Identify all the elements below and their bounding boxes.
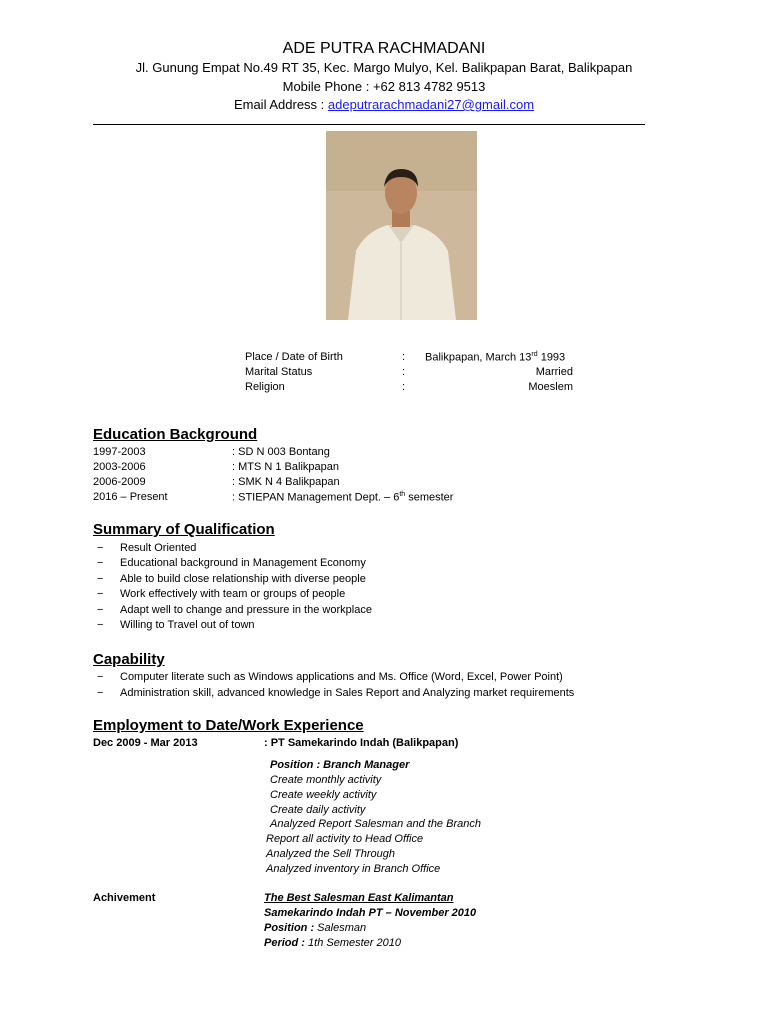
achievement-label: Achivement [93,892,156,904]
resume-name: ADE PUTRA RACHMADANI [282,40,486,57]
duty-item: Analyzed inventory in Branch Office [266,863,441,875]
personal-label-birth: Place / Date of Birth [245,351,343,363]
employment-company: : PT Samekarindo Indah (Balikpapan) [264,737,459,749]
duty-item: Analyzed Report Salesman and the Branch [270,818,481,830]
personal-value-religion: Moeslem [528,381,573,393]
summary-item: Work effectively with team or groups of people [120,588,346,600]
personal-label-marital: Marital Status [245,366,313,378]
duty-item: Create weekly activity [270,789,377,801]
summary-item: Able to build close relationship with diverse people [120,573,366,585]
edu-years: 2006-2009 [93,476,146,488]
personal-value-marital: Married [535,366,573,378]
personal-sep: : [402,366,406,378]
summary-item: Adapt well to change and pressure in the workplace [120,604,372,616]
employment-position: Position : Branch Manager [270,759,410,771]
personal-label-religion: Religion [245,381,285,393]
summary-heading: Summary of Qualification [93,521,275,538]
profile-photo [326,131,477,320]
address: Jl. Gunung Empat No.49 RT 35, Kec. Margo Mulyo, Kel. Balikpapan Barat, Balikpapan [135,60,633,75]
duty-item: Analyzed the Sell Through [266,848,396,860]
capability-heading: Capability [93,651,165,668]
employment-period: Dec 2009 - Mar 2013 [93,737,198,749]
bullet-dash: − [97,573,104,585]
bullet-dash: − [97,671,104,683]
edu-years: 2016 – Present [93,491,168,503]
summary-item: Result Oriented [120,542,197,554]
bullet-dash: − [97,557,104,569]
summary-item: Educational background in Management Economy [120,557,366,569]
summary-item: Willing to Travel out of town [120,619,255,631]
bullet-dash: − [97,588,104,600]
edu-school: : SMK N 4 Balikpapan [232,476,340,488]
mobile-phone: Mobile Phone : +62 813 4782 9513 [282,79,486,94]
award-position: Position : Salesman [264,922,367,934]
award-title: The Best Salesman East Kalimantan [264,892,454,904]
email-label: Email Address : [233,97,328,112]
employment-heading: Employment to Date/Work Experience [93,717,364,734]
education-heading: Education Background [93,426,258,443]
edu-years: 1997-2003 [93,446,146,458]
header-divider [93,124,645,125]
duty-item: Create monthly activity [270,774,382,786]
email-line [0,97,768,112]
bullet-dash: − [97,542,104,554]
edu-years: 2003-2006 [93,461,146,473]
personal-value-birth: Balikpapan, March 13rd 1993 [425,351,566,364]
duty-item: Create daily activity [270,804,366,816]
award-org: Samekarindo Indah PT – November 2010 [264,907,477,919]
award-period: Period : 1th Semester 2010 [264,937,401,949]
bullet-dash: − [97,619,104,631]
email-link[interactable]: adeputrarachmadani27@gmail.com [327,97,535,112]
personal-sep: : [402,351,406,363]
personal-sep: : [402,381,406,393]
capability-item: Computer literate such as Windows applications and Ms. Office (Word, Excel, Power Point) [120,671,563,683]
edu-school: : MTS N 1 Balikpapan [232,461,339,473]
duty-item: Report all activity to Head Office [266,833,424,845]
capability-item: Administration skill, advanced knowledge in Sales Report and Analyzing market requirements [120,687,575,699]
bullet-dash: − [97,604,104,616]
edu-school: : STIEPAN Management Dept. – 6th semester [232,491,454,504]
bullet-dash: − [97,687,104,699]
edu-school: : SD N 003 Bontang [232,446,330,458]
